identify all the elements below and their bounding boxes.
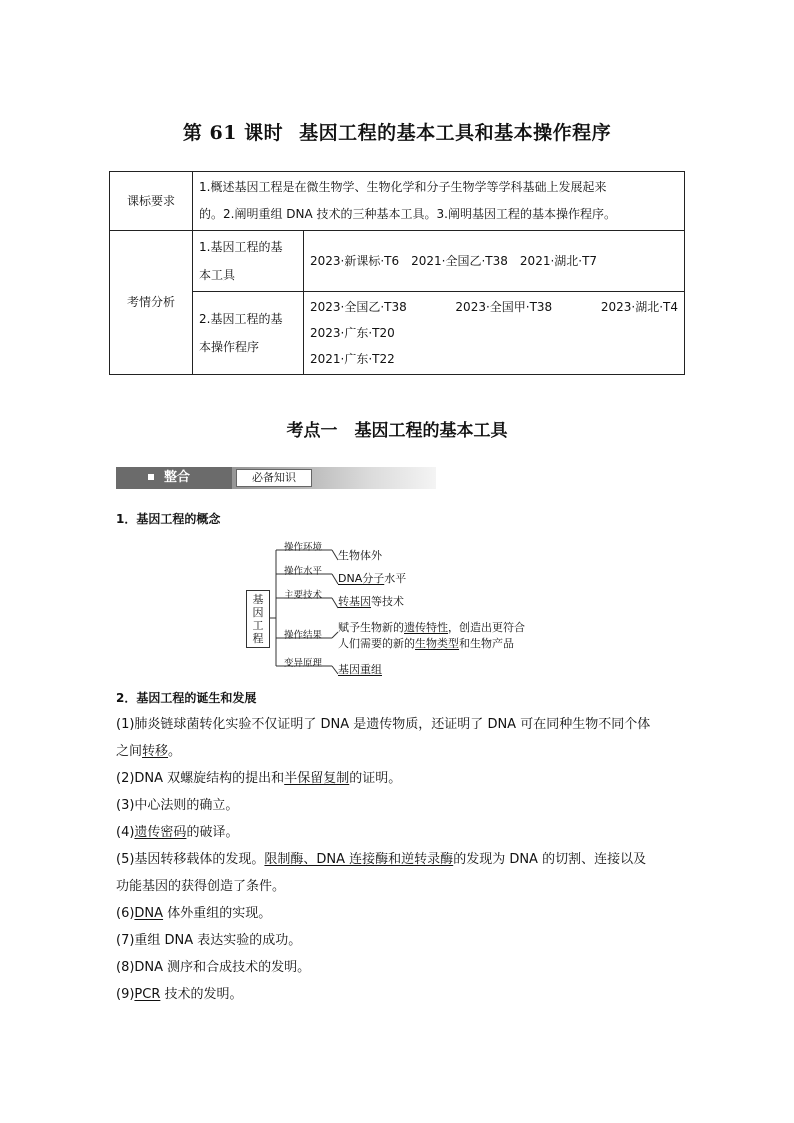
list-text: 的发现为 DNA 的切割、连接以及 — [453, 852, 647, 867]
table-cell-cites — [304, 292, 685, 375]
section-banner — [116, 467, 436, 489]
kaodian-heading: 考点一 基因工程的基本工具 — [286, 421, 508, 441]
section-heading-concept: 1．基因工程的概念 — [116, 512, 221, 526]
branch-label: 操作结果 — [284, 630, 323, 641]
table-head-analysis: 考情分析 — [110, 231, 193, 375]
branch-value — [338, 662, 382, 678]
underlined-answer: DNA分子 — [338, 572, 385, 585]
branch-label: 变异原理 — [284, 658, 323, 669]
list-text: (4) — [116, 825, 135, 840]
root-char: 基 — [252, 593, 264, 606]
root-char: 因 — [252, 606, 264, 619]
citation: 2023·全国甲·T38 — [455, 300, 553, 314]
underlined-answer: DNA — [134, 906, 164, 921]
list-item: 功能基因的获得创造了条件。 — [116, 879, 286, 894]
underlined-answer: 遗传密码 — [134, 825, 187, 840]
table-head-standard: 课标要求 — [110, 172, 193, 231]
table-text: 2.基因工程的基 — [199, 312, 283, 326]
list-item: (7)重组 DNA 表达实验的成功。 — [116, 933, 302, 948]
page-title — [0, 118, 794, 145]
branch-value — [338, 571, 406, 587]
lesson-topic: 基因工程的基本工具和基本操作程序 — [299, 122, 612, 144]
list-text: (9) — [116, 987, 135, 1002]
list-item — [116, 741, 686, 768]
branch-text: 赋予生物新的 — [338, 621, 404, 634]
root-char: 工 — [252, 619, 264, 632]
table-subhead-procedure — [193, 292, 304, 375]
branch-label: 操作水平 — [284, 566, 323, 577]
branch-text: 和生物产品 — [459, 637, 514, 650]
list-text: 。 — [168, 744, 182, 759]
citation: 2021·湖北·T7 — [519, 253, 598, 268]
list-item — [116, 768, 686, 795]
citation: 2021·广东·T22 — [310, 352, 395, 366]
branch-label: 操作环境 — [284, 542, 323, 553]
table-cell-standard — [193, 172, 685, 231]
list-text: (5)基因转移载体的发现。 — [116, 852, 265, 867]
underlined-answer: PCR — [134, 987, 161, 1002]
underlined-answer: 生物类型 — [415, 637, 459, 650]
branch-value — [338, 594, 404, 610]
list-item — [116, 984, 686, 1011]
underlined-answer: 限制酶、DNA 连接酶和逆转录酶 — [264, 852, 454, 867]
list-text: (6) — [116, 906, 135, 921]
table-cell-cites — [304, 231, 685, 292]
underlined-answer: 基因重组 — [338, 663, 382, 676]
branch-text: 水平 — [384, 572, 407, 585]
table-text: 本操作程序 — [199, 340, 260, 354]
list-item: (8)DNA 测序和合成技术的发明。 — [116, 960, 311, 975]
root-char: 程 — [252, 632, 264, 645]
banner-tag-text: 整合 — [164, 470, 191, 485]
branch-text: 等技术 — [371, 595, 404, 608]
branch-value: 生物体外 — [338, 549, 382, 562]
table-subhead-tools — [193, 231, 304, 292]
table-text: 本工具 — [199, 268, 236, 282]
requirements-table — [109, 171, 685, 375]
table-row — [110, 231, 685, 292]
list-item — [116, 903, 686, 930]
list-item — [116, 822, 686, 849]
banner-label: 必备知识 — [236, 469, 312, 487]
branch-text: ，创造出更符合 — [448, 621, 525, 634]
list-text: 的证明。 — [349, 771, 402, 786]
citation: 2023·新课标·T6 — [310, 253, 400, 268]
citation: 2021·全国乙·T38 — [411, 253, 508, 268]
table-text: 的。2.阐明重组 DNA 技术的三种基本工具。3.阐明基因工程的基本操作程序。 — [199, 207, 616, 221]
list-item — [116, 849, 686, 876]
underlined-answer: 半保留复制 — [284, 771, 350, 786]
underlined-answer: 遗传特性 — [404, 621, 448, 634]
branch-label: 主要技术 — [284, 590, 323, 601]
list-item: (3)中心法则的确立。 — [116, 798, 239, 813]
lesson-number: 第 61 课时 — [182, 122, 284, 144]
underlined-answer: 转基因 — [338, 595, 371, 608]
citation: 2023·湖北·T4 — [600, 300, 678, 314]
section-heading-history: 2．基因工程的诞生和发展 — [116, 691, 257, 705]
table-text: 1.基因工程的基 — [199, 240, 283, 254]
branch-text: 人们需要的新的 — [338, 637, 415, 650]
banner-tag — [116, 467, 232, 489]
branch-value — [338, 620, 525, 652]
table-row — [110, 172, 685, 231]
list-text: 体外重组的实现。 — [163, 906, 272, 921]
list-text: 的破译。 — [186, 825, 239, 840]
concept-root — [246, 590, 270, 648]
history-list — [116, 714, 686, 1011]
underlined-answer: 转移 — [142, 744, 169, 759]
table-row — [110, 292, 685, 375]
concept-map — [240, 538, 570, 678]
list-text: 技术的发明。 — [160, 987, 243, 1002]
table-text: 1.概述基因工程是在微生物学、生物化学和分子生物学等学科基础上发展起来 — [199, 180, 607, 194]
citation: 2023·全国乙·T38 — [310, 300, 407, 314]
list-text: (2)DNA 双螺旋结构的提出和 — [116, 771, 285, 786]
citation: 2023·广东·T20 — [310, 326, 395, 340]
square-icon — [148, 474, 154, 480]
list-item: (1)肺炎链球菌转化实验不仅证明了 DNA 是遗传物质，还证明了 DNA 可在同种生物不同个体 — [116, 717, 651, 732]
list-text: 之间 — [116, 744, 143, 759]
